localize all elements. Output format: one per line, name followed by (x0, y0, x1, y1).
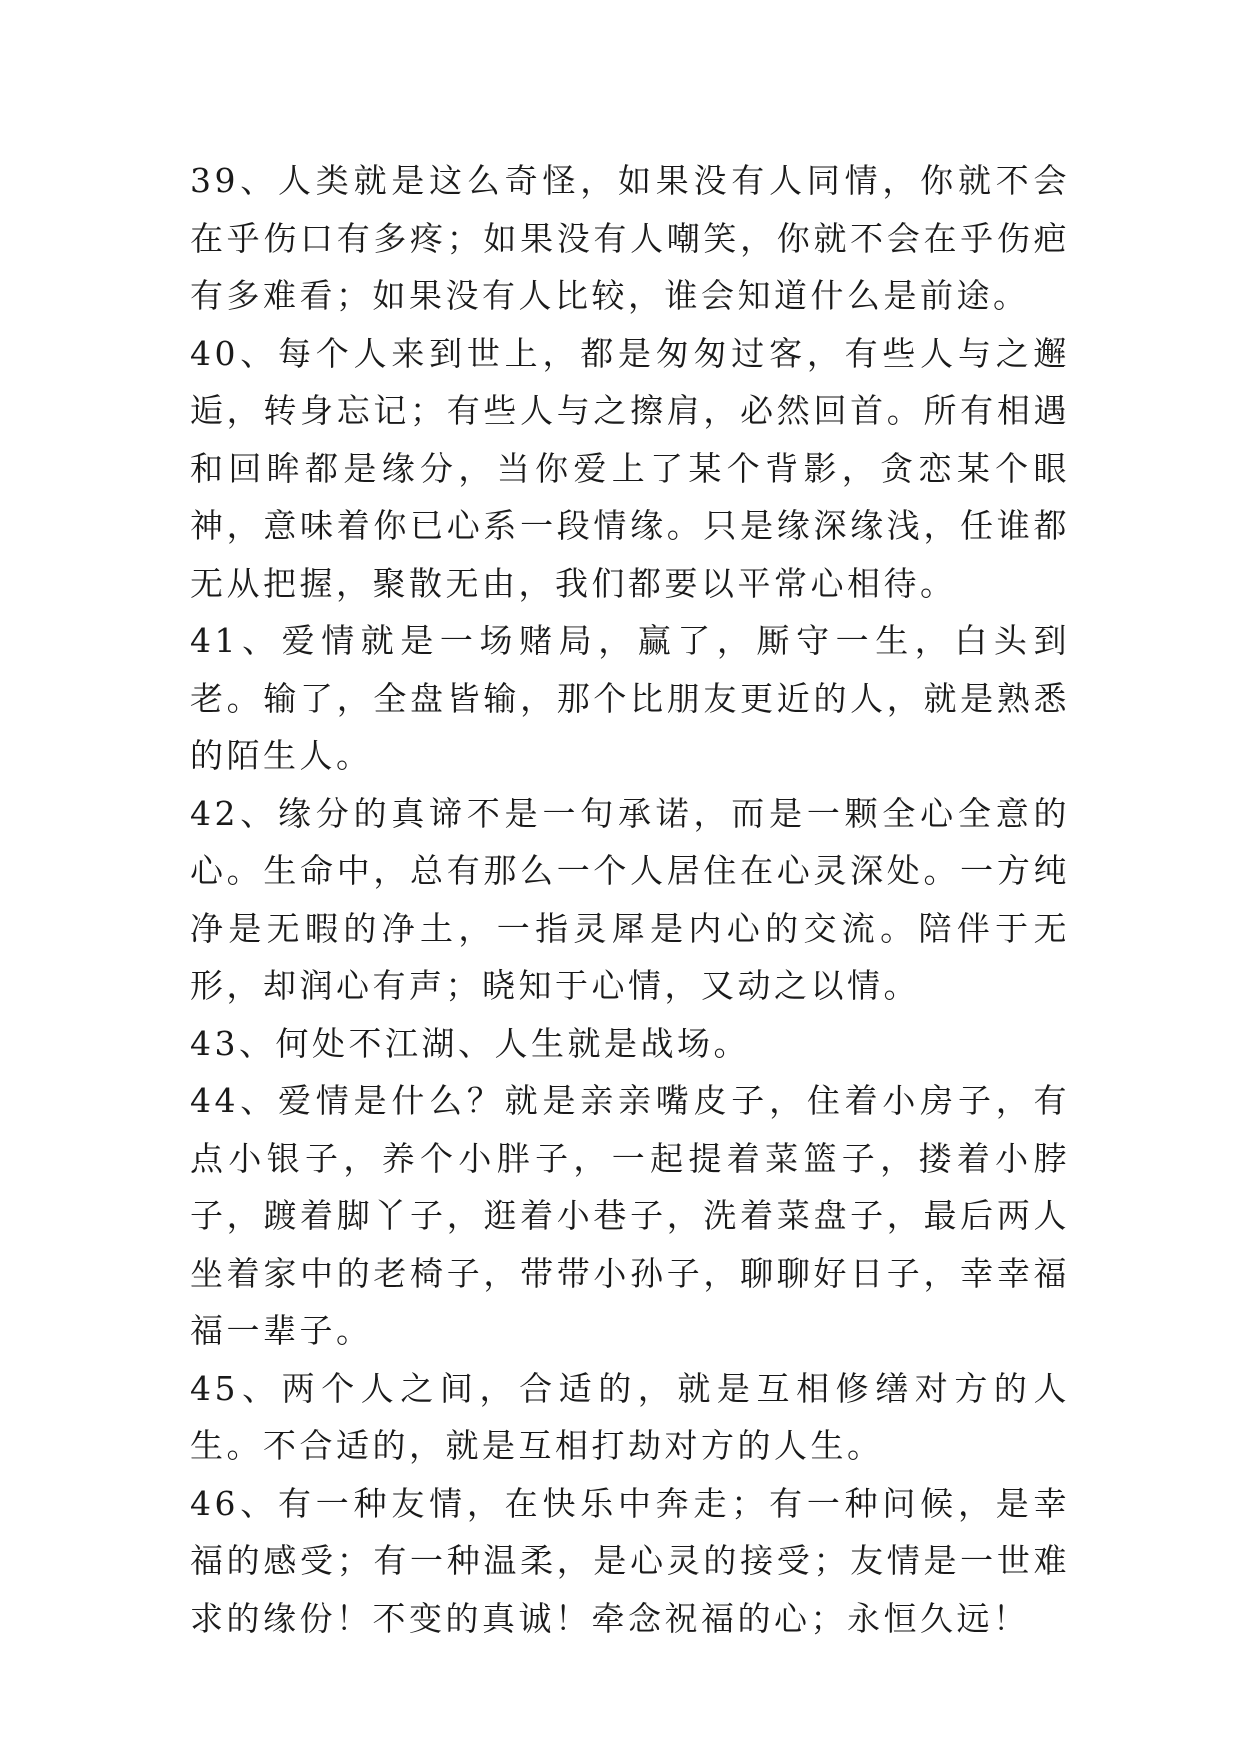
paragraph-40: 40、每个人来到世上，都是匆匆过客，有些人与之邂逅，转身忘记；有些人与之擦肩，必然回首。所有相遇和回眸都是缘分，当你爱上了某个背影，贪恋某个眼神，意味着你已心系一段情缘。只是缘深缘浅，任谁都无从把握，聚散无由，我们都要以平常心相待。 (190, 333, 1070, 603)
paragraph-45: 45、两个人之间，合适的，就是互相修缮对方的人生。不合适的，就是互相打劫对方的人生。 (190, 1368, 1070, 1465)
paragraph-39: 39、人类就是这么奇怪，如果没有人同情，你就不会在乎伤口有多疼；如果没有人嘲笑，你就不会在乎伤疤有多难看；如果没有人比较，谁会知道什么是前途。 (190, 161, 1070, 315)
paragraph-42: 42、缘分的真谛不是一句承诺，而是一颗全心全意的心。生命中，总有那么一个人居住在心灵深处。一方纯净是无暇的净土，一指灵犀是内心的交流。陪伴于无形，却润心有声；晓知于心情，又动之以情。 (190, 793, 1070, 1005)
document-body (190, 152, 1070, 1647)
paragraph-41: 41、爱情就是一场赌局，赢了，厮守一生，白头到老。输了，全盘皆输，那个比朋友更近的人，就是熟悉的陌生人。 (190, 621, 1070, 775)
paragraph-46: 46、有一种友情，在快乐中奔走；有一种问候，是幸福的感受；有一种温柔，是心灵的接受；友情是一世难求的缘份！不变的真诚！牵念祝福的心；永恒久远！ (190, 1483, 1070, 1638)
paragraph-43: 43、何处不江湖、人生就是战场。 (190, 1023, 750, 1063)
paragraph-44: 44、爱情是什么？就是亲亲嘴皮子，住着小房子，有点小银子，养个小胖子，一起提着菜篮子，搂着小脖子，踱着脚丫子，逛着小巷子，洗着菜盘子，最后两人坐着家中的老椅子，带带小孙子，聊聊好日子，幸幸福福一辈子。 (190, 1081, 1070, 1350)
